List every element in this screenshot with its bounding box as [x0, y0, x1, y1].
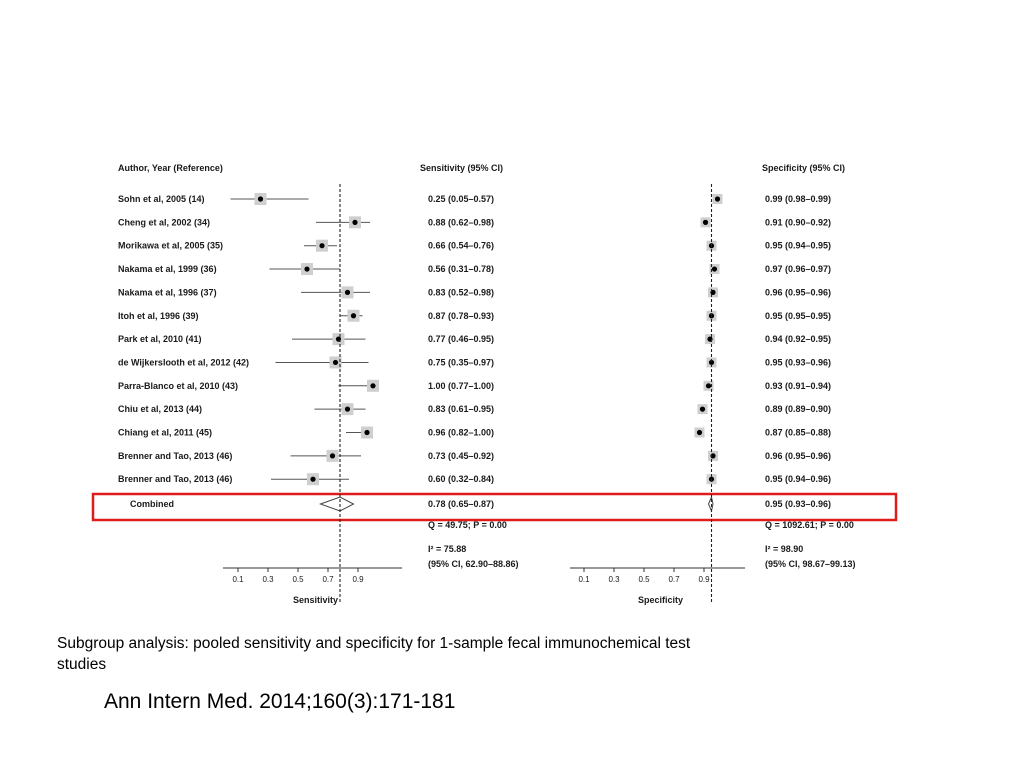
specificity-tick-label: 0.3 [608, 575, 620, 584]
sensitivity-tick-label: 0.9 [352, 575, 364, 584]
specificity-tick-label: 0.7 [668, 575, 680, 584]
specificity-i2-ci: (95% CI, 98.67–99.13) [765, 559, 856, 569]
specificity-value: 0.95 (0.94–0.95) [765, 240, 832, 251]
sensitivity-i2-stat: I² = 75.88 [428, 544, 467, 554]
sensitivity-tick-label: 0.1 [232, 575, 244, 584]
sensitivity-value: 0.73 (0.45–0.92) [428, 450, 495, 461]
sensitivity-q-stat: Q = 49.75; P = 0.00 [428, 520, 507, 530]
header-specificity: Specificity (95% CI) [762, 163, 846, 173]
header-sensitivity: Sensitivity (95% CI) [420, 163, 504, 173]
specificity-combined-value: 0.95 (0.93–0.96) [765, 499, 832, 509]
sensitivity-value: 0.87 (0.78–0.93) [428, 310, 495, 321]
sensitivity-value: 1.00 (0.77–1.00) [428, 380, 495, 391]
sensitivity-point [364, 430, 369, 435]
sensitivity-value: 0.96 (0.82–1.00) [428, 427, 495, 438]
sensitivity-value: 0.83 (0.52–0.98) [428, 287, 495, 298]
specificity-value: 0.87 (0.85–0.88) [765, 427, 832, 438]
specificity-tick-label: 0.9 [698, 575, 710, 584]
specificity-value: 0.96 (0.95–0.96) [765, 287, 832, 298]
study-label: Brenner and Tao, 2013 (46) [118, 450, 233, 461]
specificity-point [706, 383, 711, 388]
study-label: Itoh et al, 1996 (39) [118, 310, 199, 321]
sensitivity-point [345, 407, 350, 412]
sensitivity-point [352, 220, 357, 225]
specificity-value: 0.99 (0.98–0.99) [765, 194, 832, 204]
sensitivity-value: 0.56 (0.31–0.78) [428, 264, 495, 275]
study-label: Park et al, 2010 (41) [118, 334, 202, 345]
specificity-value: 0.95 (0.95–0.95) [765, 310, 832, 321]
sensitivity-point [330, 453, 335, 458]
sensitivity-tick-label: 0.7 [322, 575, 334, 584]
specificity-i2-stat: I² = 98.90 [765, 544, 804, 554]
specificity-point [700, 407, 705, 412]
specificity-value: 0.93 (0.91–0.94) [765, 380, 832, 391]
study-label: Chiu et al, 2013 (44) [118, 404, 203, 415]
study-label: Nakama et al, 1996 (37) [118, 287, 217, 298]
sensitivity-point [258, 196, 263, 201]
specificity-value: 0.91 (0.90–0.92) [765, 217, 832, 228]
specificity-point [712, 266, 717, 271]
study-label: Parra-Blanco et al, 2010 (43) [118, 380, 239, 391]
specificity-tick-label: 0.1 [578, 575, 590, 584]
sensitivity-value: 0.88 (0.62–0.98) [428, 217, 495, 228]
specificity-value: 0.89 (0.89–0.90) [765, 404, 832, 415]
sensitivity-combined-value: 0.78 (0.65–0.87) [428, 499, 495, 509]
sensitivity-value: 0.66 (0.54–0.76) [428, 240, 495, 251]
sensitivity-point [370, 383, 375, 388]
sensitivity-point [333, 360, 338, 365]
study-label: Sohn et al, 2005 (14) [118, 194, 205, 204]
specificity-q-stat: Q = 1092.61; P = 0.00 [765, 520, 854, 530]
specificity-axis-title: Specificity [637, 595, 684, 605]
study-label: Brenner and Tao, 2013 (46) [118, 474, 233, 485]
specificity-value: 0.96 (0.95–0.96) [765, 450, 832, 461]
specificity-tick-label: 0.5 [638, 575, 650, 584]
specificity-value: 0.95 (0.93–0.96) [765, 357, 832, 368]
study-label: Chiang et al, 2011 (45) [118, 427, 213, 438]
sensitivity-value: 0.60 (0.32–0.84) [428, 474, 495, 485]
combined-label: Combined [130, 499, 174, 509]
citation: Ann Intern Med. 2014;160(3):171-181 [104, 690, 456, 713]
figure-caption: Subgroup analysis: pooled sensitivity and specificity for 1-sample fecal immunochemical test studies [57, 635, 691, 673]
specificity-value: 0.95 (0.94–0.96) [765, 474, 832, 485]
sensitivity-i2-ci: (95% CI, 62.90–88.86) [428, 559, 519, 569]
sensitivity-value: 0.83 (0.61–0.95) [428, 404, 495, 415]
study-label: Nakama et al, 1999 (36) [118, 264, 217, 275]
sensitivity-value: 0.25 (0.05–0.57) [428, 194, 495, 204]
sensitivity-value: 0.75 (0.35–0.97) [428, 357, 495, 368]
sensitivity-tick-label: 0.5 [292, 575, 304, 584]
sensitivity-tick-label: 0.3 [262, 575, 274, 584]
specificity-point [703, 220, 708, 225]
header-study: Author, Year (Reference) [118, 163, 223, 173]
sensitivity-point [310, 477, 315, 482]
sensitivity-axis-title: Sensitivity [292, 595, 339, 605]
study-label: de Wijkerslooth et al, 2012 (42) [118, 357, 249, 368]
specificity-point [715, 196, 720, 201]
specificity-value: 0.97 (0.96–0.97) [765, 264, 832, 275]
sensitivity-point [351, 313, 356, 318]
sensitivity-point [319, 243, 324, 248]
sensitivity-point [345, 290, 350, 295]
study-label: Cheng et al, 2002 (34) [118, 217, 211, 228]
specificity-point [697, 430, 702, 435]
sensitivity-value: 0.77 (0.46–0.95) [428, 334, 495, 345]
specificity-value: 0.94 (0.92–0.95) [765, 334, 832, 345]
study-label: Morikawa et al, 2005 (35) [118, 240, 224, 251]
sensitivity-point [304, 266, 309, 271]
